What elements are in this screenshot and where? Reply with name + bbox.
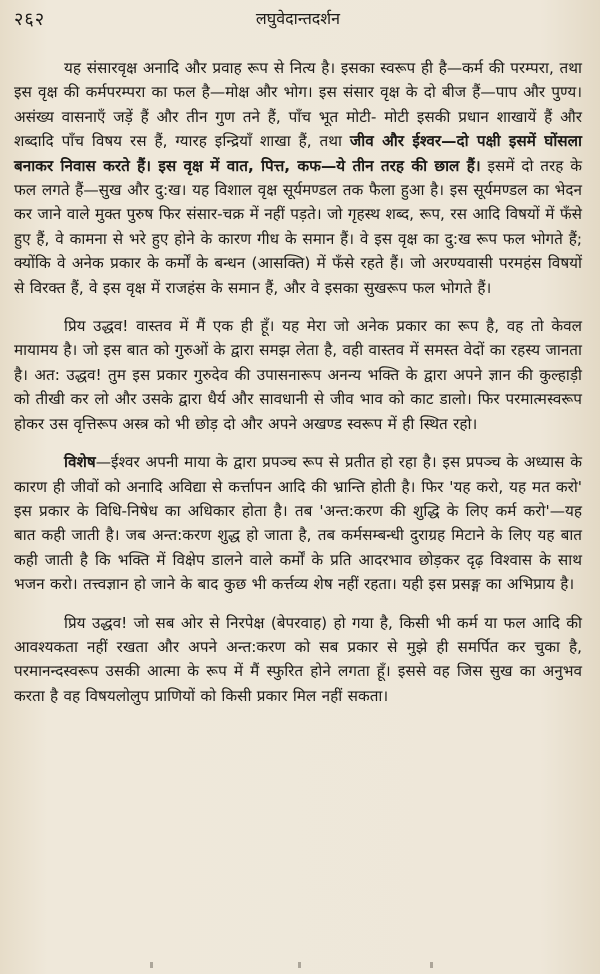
paragraph-1-text-a: यह संसारवृक्ष अनादि और प्रवाह रूप से नित्य है। इसका स्वरूप ही है—कर्म की परम्परा, तथा इस वृक्ष की कर्मपरम्परा का फल है—मोक्ष और भोग। इस संसार वृक्ष के दो बीज हैं—पाप और पुण्य। असंख्य वासनाएँ जड़ें हैं और तीन गुण तने हैं, पाँच भूत मोटी- मोटी इसकी प्रधान शाखायें हैं और शब्दादि पाँच विषय रस हैं, ग्यारह इन्द्रियाँ शाखा हैं, तथा <box>14 59 582 151</box>
paragraph-3-text: —ईश्वर अपनी माया के द्वारा प्रपञ्च रूप से प्रतीत हो रहा है। इस प्रपञ्च के अध्यास के कारण ही जीवों को अनादि अविद्या से कर्त्तापन आदि की भ्रान्ति होती है। फिर 'यह करो, यह मत करो' इस प्रकार के विधि-निषेध का अधिकार होता है। तब 'अन्त:करण की शुद्धि के लिए कर्म करो'—यह बात कही जाती है। जब अन्त:करण शुद्ध हो जाता है, तब कर्मसम्बन्धी दुराग्रह मिटाने के लिए यह बात कही जाती है कि भक्ति में विक्षेप डालने वाले कर्मों के प्रति आदरभाव छोड़कर दृढ़ विश्वास के साथ भजन करो। तत्त्वज्ञान हो जाने के बाद कुछ भी कर्त्तव्य शेष नहीं रहता। यही इस प्रसङ्ग का अभिप्राय है। <box>14 453 582 594</box>
body-text <box>14 56 582 708</box>
paragraph-1-bold: जीव और ईश्वर—दो पक्षी इसमें घोंसला बनाकर निवास करते हैं। इस वृक्ष में वात, पित्त, कफ—ये तीन तरह की छाल हैं। <box>14 132 582 175</box>
page-number: २६२ <box>14 9 46 30</box>
book-title: लघुवेदान्तदर्शन <box>255 9 341 28</box>
paragraph-1 <box>14 56 582 300</box>
page-bottom-marks <box>0 960 600 968</box>
bottom-mark <box>150 962 153 968</box>
bottom-mark <box>430 962 433 968</box>
paragraph-2: प्रिय उद्धव! वास्तव में मैं एक ही हूँ। यह मेरा जो अनेक प्रकार का रूप है, वह तो केवल मायामय है। जो इस बात को गुरुओं के द्वारा समझ लेता है, वही वास्तव में समस्त वेदों का रहस्य जानता है। अत: उद्धव! तुम इस प्रकार गुरुदेव की उपासनारूप अनन्य भक्ति के द्वारा अपने ज्ञान की कुल्हाड़ी को तीखी कर लो और उसके द्वारा धैर्य और सावधानी से जीव भाव को काट डालो। फिर परमात्मस्वरूप होकर उस वृत्तिरूप अस्त्र को भी छोड़ दो और अपने अखण्ड स्वरूप में ही स्थित रहो। <box>14 317 582 433</box>
paragraph-1-text-b: इसमें दो तरह के फल लगते हैं—सुख और दु:ख। यह विशाल वृक्ष सूर्यमण्डल तक फैला हुआ है। इस सूर्यमण्डल का भेदन कर जाने वाले मुक्त पुरुष फिर संसार-चक्र में नहीं पड़ते। जो गृहस्थ शब्द, रूप, रस आदि विषयों में फँसे हुए हैं, वे कामना से भरे हुए होने के कारण गीध के समान हैं। वे इस वृक्ष का दु:ख रूप फल भोगते हैं; क्योंकि वे अनेक प्रकार के कर्मों के बन्धन (आसक्ति) में फँसे रहते हैं। जो अरण्यवासी परमहंस विषयों से विरक्त हैं, वे इस वृक्ष में राजहंस के समान हैं, और वे इसका सुखरूप फल भोगते हैं। <box>14 156 582 297</box>
paragraph-3 <box>14 450 582 596</box>
paragraph-3-heading: विशेष <box>64 453 96 472</box>
paragraph-4: प्रिय उद्धव! जो सब ओर से निरपेक्ष (बेपरवाह) हो गया है, किसी भी कर्म या फल आदि की आवश्यकता नहीं रखता और अपने अन्त:करण को सब प्रकार से मुझे ही समर्पित कर चुका है, परमानन्दस्वरूप उसकी आत्मा के रूप में मैं स्फुरित होने लगता हूँ। इससे वह जिस सुख का अनुभव करता है वह विषयलोलुप प्राणियों को किसी प्रकार मिल नहीं सकता। <box>14 613 582 705</box>
bottom-mark <box>298 962 301 968</box>
running-header <box>14 0 582 36</box>
